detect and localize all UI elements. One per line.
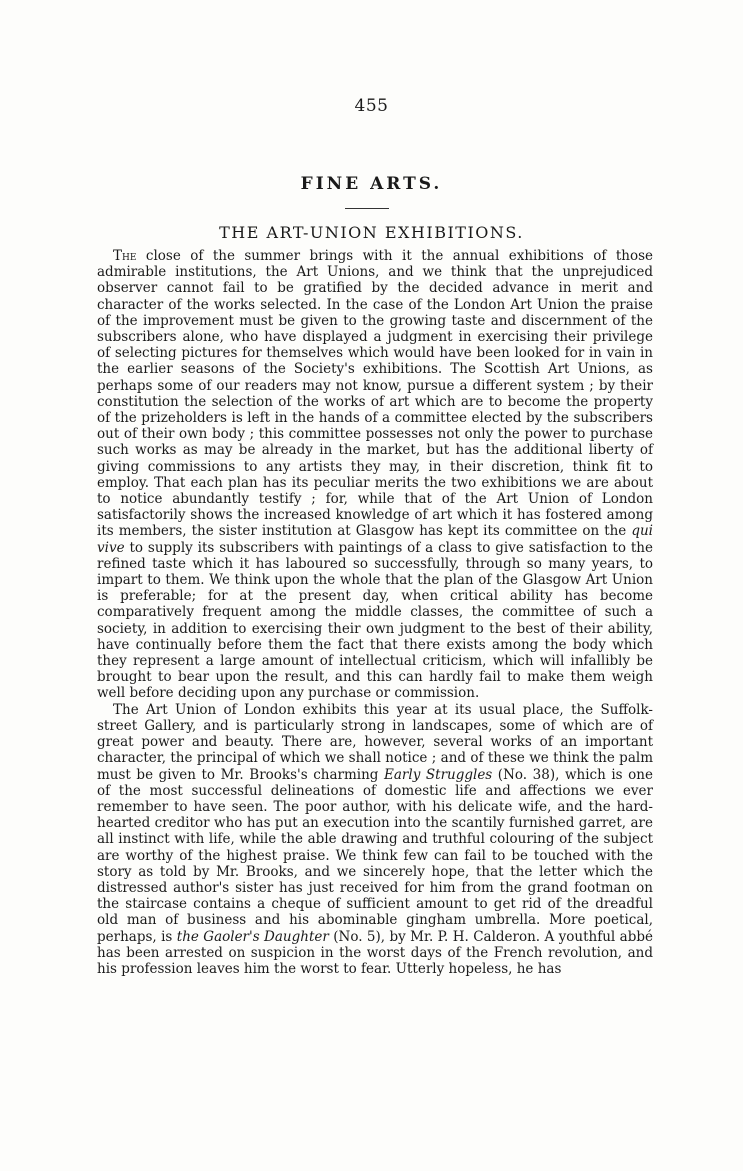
paragraph-2-text-cont: (No. 38), which is one of the most successful delineations of domestic life and affections we ever remember to have seen. The poor author, with his delicate wife, and the hard-hearted creditor who has put an execution into the scantily furnished garret, are all instinct with life, while the able drawing and truthful colouring of the subject are worthy of the highest praise. We think few can fail to be touched with the story as told by Mr. Brooks, and we sincerely hope, that the letter which the distressed author's sister has just received for him from the grand footman on the staircase contains a cheque of sufficient amount to get rid of the dreadful old man of business and his abominable gingham umbrella. More poetical, perhaps, is <box>97 766 653 945</box>
paragraph-1-text: close of the summer brings with it the annual exhibitions of those admirable institutions, the Art Unions, and we think that the unprejudiced observer cannot fail to be gratified by the decided advance in merit and character of the works selected. In the case of the London Art Union the praise of the improvement must be given to the growing taste and discernment of the subscribers alone, who have displayed a judgment in exercising their privilege of selecting pictures for themselves which would have been looked for in vain in the earlier seasons of the Society's exhibitions. The Scottish Art Unions, as perhaps some of our readers may not know, pursue a different system ; by their constitution the selection of the works of art which are to become the property of the prizeholders is left in the hands of a committee elected by the subscribers out of their own body ; this committee possesses not only the power to purchase such works as may be already in the market, but has the additional liberty of giving commissions to any artists they may, in their discretion, think fit to employ. That each plan has its peculiar merits the two exhibitions we are about to notice abundantly testify ; for, while that of the Art Union of London satisfactorily shows the increased knowledge of art which it has fostered among its members, the sister institution at Glasgow has kept its committee on the <box>97 248 653 540</box>
artwork-title: Early Struggles <box>384 766 493 783</box>
artwork-title-2: the Gaoler's Daughter <box>176 928 329 945</box>
article-body <box>97 248 653 977</box>
italic-phrase: qui vive <box>97 523 653 556</box>
title-divider <box>345 208 389 209</box>
paragraph-lead: The <box>113 248 137 264</box>
paragraph-2-text-end: (No. 5), by Mr. P. H. Calderon. A youthful abbé has been arrested on suspicion in the worst days of the French revolution, and his profession leaves him the worst to fear. Utterly hopeless, he has <box>97 928 653 977</box>
article-title: THE ART-UNION EXHIBITIONS. <box>219 223 524 242</box>
section-title: FINE ARTS. <box>300 174 443 194</box>
paragraph-2-text: The Art Union of London exhibits this year at its usual place, the Suffolk-street Gallery, and is particularly strong in landscapes, some of which are of great power and beauty. There are, however, several works of an important character, the principal of which we shall notice ; and of these we think the palm must be given to Mr. Brooks's charming <box>97 701 653 783</box>
page-number: 455 <box>354 96 389 116</box>
paragraph-2 <box>97 702 653 977</box>
paragraph-1 <box>97 248 653 702</box>
paragraph-1-text-cont: to supply its subscribers with paintings of a class to give satisfaction to the refined taste which it has laboured so successfully, through so many years, to impart to them. We think upon the whole that the plan of the Glasgow Art Union is preferable; for at the present day, when critical ability has become comparatively frequent among the middle classes, the committee of such a society, in addition to exercising their own judgment to the best of their ability, have continually before them the fact that there exists among the body which they represent a large amount of intellectual criticism, which will infallibly be brought to bear upon the result, and this can hardly fail to make them weigh well before deciding upon any purchase or commission. <box>97 539 653 702</box>
